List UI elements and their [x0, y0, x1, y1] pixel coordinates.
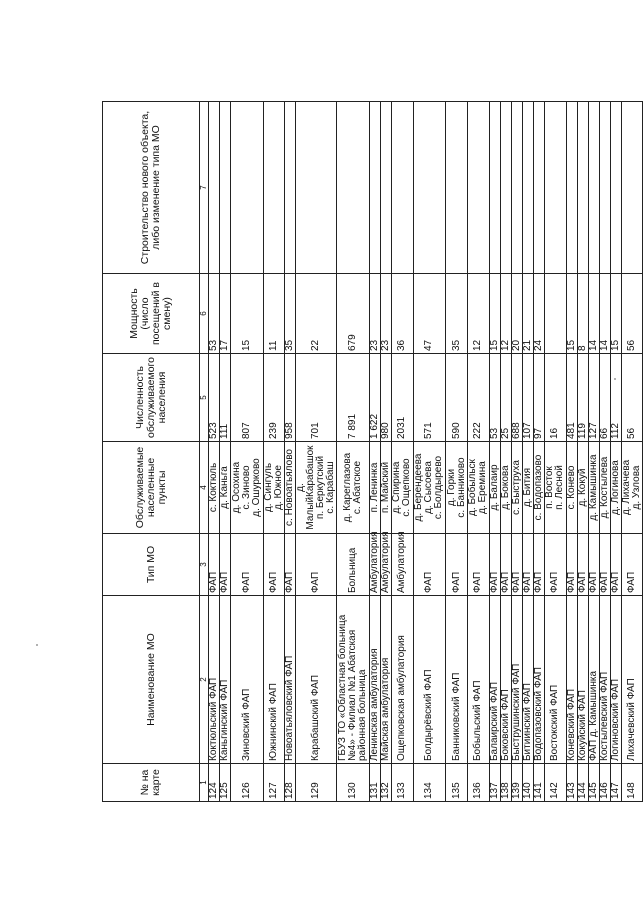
- table-row: [285, 102, 296, 802]
- capacity-cell: 12: [468, 274, 490, 354]
- table-row: [610, 102, 621, 802]
- map-number-cell: 145: [588, 764, 599, 802]
- population-cell: 2031: [391, 354, 413, 442]
- settlement-name: д. Еремина: [477, 461, 489, 514]
- facility-type-cell: Амбулатория: [369, 534, 380, 596]
- map-number-cell: 134: [413, 764, 446, 802]
- table-row: [369, 102, 380, 802]
- table-row: [220, 102, 231, 802]
- facility-type-cell: Амбулатория: [380, 534, 391, 596]
- served-settlements-cell: [413, 442, 446, 534]
- column-number: 2: [200, 596, 209, 764]
- column-number: 7: [200, 102, 209, 274]
- map-number-cell: 127: [263, 764, 285, 802]
- table-row: [522, 102, 533, 802]
- population-cell: 112: [610, 354, 621, 442]
- facility-name-cell: Востокский ФАП: [544, 596, 566, 764]
- settlement-name: п. Беркутский: [315, 455, 327, 520]
- settlement-name: д. Ошурково: [250, 458, 262, 517]
- served-settlements-cell: [533, 442, 544, 534]
- construction-cell: [220, 102, 231, 274]
- map-number-cell: 144: [577, 764, 588, 802]
- construction-cell: [599, 102, 610, 274]
- header-cell: Обслуживаемые населенные пункты: [103, 442, 200, 534]
- served-settlements-cell: [544, 442, 566, 534]
- served-settlements-cell: [588, 442, 599, 534]
- construction-cell: [468, 102, 490, 274]
- settlement-name: д. Каньга: [219, 466, 230, 509]
- construction-cell: [209, 102, 220, 274]
- map-number-cell: 137: [489, 764, 500, 802]
- settlement-name: д. Спирина: [391, 461, 403, 514]
- served-settlements-cell: [489, 442, 500, 534]
- settlement-name: с. Конево: [565, 465, 577, 510]
- table-row: [337, 102, 370, 802]
- construction-cell: [621, 102, 643, 274]
- header-cell: Строительство нового объекта, либо изменение типа МО: [103, 102, 200, 274]
- facility-type-cell: ФАП: [533, 534, 544, 596]
- capacity-cell: 23: [369, 274, 380, 354]
- facility-name-cell: Банниковский ФАП: [446, 596, 468, 764]
- facility-type-cell: ФАП: [296, 534, 337, 596]
- population-cell: 66: [599, 354, 610, 442]
- facility-type-cell: ФАП: [220, 534, 231, 596]
- facility-type-cell: Больница: [337, 534, 370, 596]
- capacity-cell: 22: [296, 274, 337, 354]
- rotated-table-container: [102, 102, 642, 802]
- construction-cell: [391, 102, 413, 274]
- map-number-cell: 129: [296, 764, 337, 802]
- population-cell: 56: [621, 354, 643, 442]
- facility-name-cell: ГБУЗ ТО «Областная больница №4» - Филиал №1 Абатская районная больница: [337, 596, 370, 764]
- served-settlements-cell: [220, 442, 231, 534]
- settlement-name: д. Осохина: [230, 461, 242, 514]
- table-row: [446, 102, 468, 802]
- population-cell: 523: [209, 354, 220, 442]
- served-settlements-cell: [500, 442, 511, 534]
- facility-type-cell: ФАП: [610, 534, 621, 596]
- column-number: 1: [200, 764, 209, 802]
- population-cell: 571: [413, 354, 446, 442]
- population-cell: 16: [544, 354, 566, 442]
- facility-type-cell: Амбулатория: [391, 534, 413, 596]
- capacity-cell: 12: [500, 274, 511, 354]
- facility-name-cell: Балаирский ФАП: [489, 596, 500, 764]
- table-row: [296, 102, 337, 802]
- population-cell: 222: [468, 354, 490, 442]
- facility-type-cell: ФАП: [588, 534, 599, 596]
- scan-speck: [36, 644, 38, 646]
- map-number-cell: 141: [533, 764, 544, 802]
- map-number-cell: 136: [468, 764, 490, 802]
- served-settlements-cell: [296, 442, 337, 534]
- capacity-cell: 36: [391, 274, 413, 354]
- map-number-cell: 135: [446, 764, 468, 802]
- table-row: [599, 102, 610, 802]
- settlement-name: д. Узлова: [630, 465, 642, 510]
- capacity-cell: [544, 274, 566, 354]
- table-row: [588, 102, 599, 802]
- facility-type-cell: ФАП: [446, 534, 468, 596]
- construction-cell: [544, 102, 566, 274]
- facility-name-cell: Битиинский ФАП: [522, 596, 533, 764]
- construction-cell: [489, 102, 500, 274]
- map-number-cell: 147: [610, 764, 621, 802]
- settlement-name: д. Южное: [272, 465, 284, 510]
- capacity-cell: 24: [533, 274, 544, 354]
- construction-cell: [413, 102, 446, 274]
- facility-type-cell: ФАП: [468, 534, 490, 596]
- map-number-cell: 130: [337, 764, 370, 802]
- construction-cell: [511, 102, 522, 274]
- header-row: [103, 102, 200, 802]
- population-cell: 590: [446, 354, 468, 442]
- capacity-cell: 14: [599, 274, 610, 354]
- served-settlements-cell: [209, 442, 220, 534]
- table-row: [413, 102, 446, 802]
- construction-cell: [380, 102, 391, 274]
- facility-name-cell: Южнинский ФАП: [263, 596, 285, 764]
- facility-type-cell: ФАП: [489, 534, 500, 596]
- population-cell: 97: [533, 354, 544, 442]
- facility-name-cell: Лихачевский ФАП: [621, 596, 643, 764]
- construction-cell: [337, 102, 370, 274]
- capacity-cell: 11: [263, 274, 285, 354]
- table-row: [209, 102, 220, 802]
- facility-name-cell: Быструшинский ФАП: [511, 596, 522, 764]
- settlement-name: с. Коктюль: [208, 462, 219, 513]
- capacity-cell: 21: [522, 274, 533, 354]
- construction-cell: [522, 102, 533, 274]
- capacity-cell: 53: [209, 274, 220, 354]
- map-number-cell: 142: [544, 764, 566, 802]
- served-settlements-cell: [511, 442, 522, 534]
- capacity-cell: 35: [285, 274, 296, 354]
- facility-name-cell: Зиновский ФАП: [231, 596, 264, 764]
- capacity-cell: 15: [489, 274, 500, 354]
- facility-name-cell: Коневский ФАП: [566, 596, 577, 764]
- population-cell: 481: [566, 354, 577, 442]
- construction-cell: [263, 102, 285, 274]
- settlement-name: с. Быструха: [510, 460, 522, 515]
- settlement-name: с. Болдырево: [433, 455, 445, 520]
- facility-name-cell: Костылевский ФАП: [599, 596, 610, 764]
- population-cell: 1 622: [369, 354, 380, 442]
- population-cell: 980: [380, 354, 391, 442]
- served-settlements-cell: [577, 442, 588, 534]
- table-row: [621, 102, 643, 802]
- construction-cell: [566, 102, 577, 274]
- facility-name-cell: Ощепковская амбулатория: [391, 596, 413, 764]
- population-cell: 958: [285, 354, 296, 442]
- facility-type-cell: ФАП: [209, 534, 220, 596]
- settlement-name: д. Берендеева: [413, 453, 425, 522]
- header-cell: Наименование МО: [103, 596, 200, 764]
- facility-name-cell: Коктюльский ФАП: [209, 596, 220, 764]
- served-settlements-cell: [380, 442, 391, 534]
- construction-cell: [577, 102, 588, 274]
- settlement-name: д. Бокова: [499, 465, 511, 510]
- settlement-name: с. Банниково: [455, 457, 467, 518]
- served-settlements-cell: [621, 442, 643, 534]
- settlement-name: д. Бития: [521, 467, 533, 508]
- map-number-cell: 143: [566, 764, 577, 802]
- map-number-cell: 131: [369, 764, 380, 802]
- table-row: [380, 102, 391, 802]
- map-number-cell: 132: [380, 764, 391, 802]
- settlement-name: д. Костылева: [598, 456, 610, 519]
- served-settlements-cell: [337, 442, 370, 534]
- table-row: [263, 102, 285, 802]
- map-number-cell: 139: [511, 764, 522, 802]
- facility-name-cell: Каньгинский ФАП: [220, 596, 231, 764]
- facility-type-cell: ФАП: [263, 534, 285, 596]
- facility-name-cell: Ленинская амбулатория: [369, 596, 380, 764]
- map-number-cell: 126: [231, 764, 264, 802]
- table-row: [500, 102, 511, 802]
- population-cell: 688: [511, 354, 522, 442]
- population-cell: 107: [522, 354, 533, 442]
- map-number-cell: 140: [522, 764, 533, 802]
- facility-name-cell: Логиновский ФАП: [610, 596, 621, 764]
- construction-cell: [588, 102, 599, 274]
- map-number-cell: 146: [599, 764, 610, 802]
- table-row: [391, 102, 413, 802]
- settlement-name: п. Лесной: [554, 465, 566, 510]
- map-number-cell: 124: [209, 764, 220, 802]
- facility-type-cell: ФАП: [231, 534, 264, 596]
- served-settlements-cell: [610, 442, 621, 534]
- settlement-name: с. Абатское: [352, 460, 364, 515]
- settlement-name: с. Карабаш: [325, 461, 337, 514]
- population-cell: 53: [489, 354, 500, 442]
- column-number: 4: [200, 442, 209, 534]
- served-settlements-cell: [231, 442, 264, 534]
- construction-cell: [533, 102, 544, 274]
- settlement-name: с. Водопазово: [532, 454, 544, 521]
- capacity-cell: 23: [380, 274, 391, 354]
- capacity-cell: 35: [446, 274, 468, 354]
- facility-name-cell: Кокуйский ФАП: [577, 596, 588, 764]
- column-number: 6: [200, 274, 209, 354]
- construction-cell: [500, 102, 511, 274]
- served-settlements-cell: [599, 442, 610, 534]
- facility-name-cell: ФАП д. Камышинка: [588, 596, 599, 764]
- header-cell: № на карте: [103, 764, 200, 802]
- settlement-name: д. Лихачева: [620, 459, 632, 516]
- facility-name-cell: Бобыльский ФАП: [468, 596, 490, 764]
- facility-name-cell: Карабашский ФАП: [296, 596, 337, 764]
- construction-cell: [296, 102, 337, 274]
- facility-type-cell: ФАП: [285, 534, 296, 596]
- population-cell: 127: [588, 354, 599, 442]
- map-number-cell: 128: [285, 764, 296, 802]
- facility-type-cell: ФАП: [522, 534, 533, 596]
- table-row: [544, 102, 566, 802]
- capacity-cell: 15: [231, 274, 264, 354]
- capacity-cell: 8: [577, 274, 588, 354]
- facility-name-cell: Болдырёвский ФАП: [413, 596, 446, 764]
- population-cell: 111: [220, 354, 231, 442]
- capacity-cell: 56: [621, 274, 643, 354]
- settlement-name: с. Новоатьялово: [284, 449, 296, 526]
- served-settlements-cell: [522, 442, 533, 534]
- served-settlements-cell: [468, 442, 490, 534]
- table-row: [511, 102, 522, 802]
- column-number: 5: [200, 354, 209, 442]
- settlement-name: д. Балаир: [488, 464, 500, 511]
- population-cell: 7 891: [337, 354, 370, 442]
- capacity-cell: 15: [566, 274, 577, 354]
- construction-cell: [369, 102, 380, 274]
- settlement-name: д. Кареглазова: [342, 452, 354, 523]
- capacity-cell: 14: [588, 274, 599, 354]
- settlement-name: д. МалыйКарабашок: [295, 445, 317, 530]
- facility-type-cell: ФАП: [511, 534, 522, 596]
- served-settlements-cell: [369, 442, 380, 534]
- scan-speck: [614, 378, 616, 380]
- capacity-cell: 17: [220, 274, 231, 354]
- map-number-cell: 148: [621, 764, 643, 802]
- facility-type-cell: ФАП: [413, 534, 446, 596]
- construction-cell: [285, 102, 296, 274]
- population-cell: 807: [231, 354, 264, 442]
- facility-name-cell: Боковский ФАП: [500, 596, 511, 764]
- facility-name-cell: Водопазовский ФАП: [533, 596, 544, 764]
- table-row: [533, 102, 544, 802]
- settlement-name: д. Камышинка: [587, 454, 599, 521]
- table-row: [231, 102, 264, 802]
- settlement-name: д. Кокуй: [576, 468, 588, 507]
- column-number: 3: [200, 534, 209, 596]
- settlement-name: д. Горки: [445, 468, 457, 507]
- settlement-name: п. Майский: [379, 461, 391, 514]
- facility-name-cell: Новоатьяловский ФАП: [285, 596, 296, 764]
- construction-cell: [610, 102, 621, 274]
- served-settlements-cell: [391, 442, 413, 534]
- construction-cell: [446, 102, 468, 274]
- settlement-name: п. Ленинка: [368, 462, 380, 513]
- settlement-name: п. Восток: [544, 466, 556, 509]
- settlement-name: д. Сингуль: [262, 462, 274, 513]
- capacity-cell: 20: [511, 274, 522, 354]
- settlement-name: с. Ощепково: [401, 458, 413, 517]
- facility-type-cell: ФАП: [566, 534, 577, 596]
- map-number-cell: 138: [500, 764, 511, 802]
- table-row: [577, 102, 588, 802]
- table-row: [566, 102, 577, 802]
- table-body: [209, 102, 643, 802]
- facility-type-cell: ФАП: [544, 534, 566, 596]
- medical-facilities-table: [102, 101, 643, 802]
- served-settlements-cell: [446, 442, 468, 534]
- served-settlements-cell: [566, 442, 577, 534]
- header-cell: Мощность (число посещений в смену): [103, 274, 200, 354]
- settlement-name: д. Бобыльск: [467, 459, 479, 516]
- facility-type-cell: ФАП: [599, 534, 610, 596]
- table-row: [468, 102, 490, 802]
- header-cell: Тип МО: [103, 534, 200, 596]
- capacity-cell: 679: [337, 274, 370, 354]
- facility-type-cell: ФАП: [577, 534, 588, 596]
- facility-type-cell: ФАП: [500, 534, 511, 596]
- facility-name-cell: Майская амбулатория: [380, 596, 391, 764]
- population-cell: 239: [263, 354, 285, 442]
- facility-type-cell: ФАП: [621, 534, 643, 596]
- served-settlements-cell: [263, 442, 285, 534]
- table-row: [489, 102, 500, 802]
- population-cell: 701: [296, 354, 337, 442]
- settlement-name: д. Сысоева: [423, 461, 435, 514]
- served-settlements-cell: [285, 442, 296, 534]
- construction-cell: [231, 102, 264, 274]
- settlement-name: с. Зиново: [240, 465, 252, 510]
- capacity-cell: 15: [610, 274, 621, 354]
- settlement-name: д. Логинова: [609, 460, 621, 515]
- map-number-cell: 125: [220, 764, 231, 802]
- population-cell: 25: [500, 354, 511, 442]
- capacity-cell: 47: [413, 274, 446, 354]
- map-number-cell: 133: [391, 764, 413, 802]
- header-cell: Численность обслуживаемого населения: [103, 354, 200, 442]
- population-cell: 119: [577, 354, 588, 442]
